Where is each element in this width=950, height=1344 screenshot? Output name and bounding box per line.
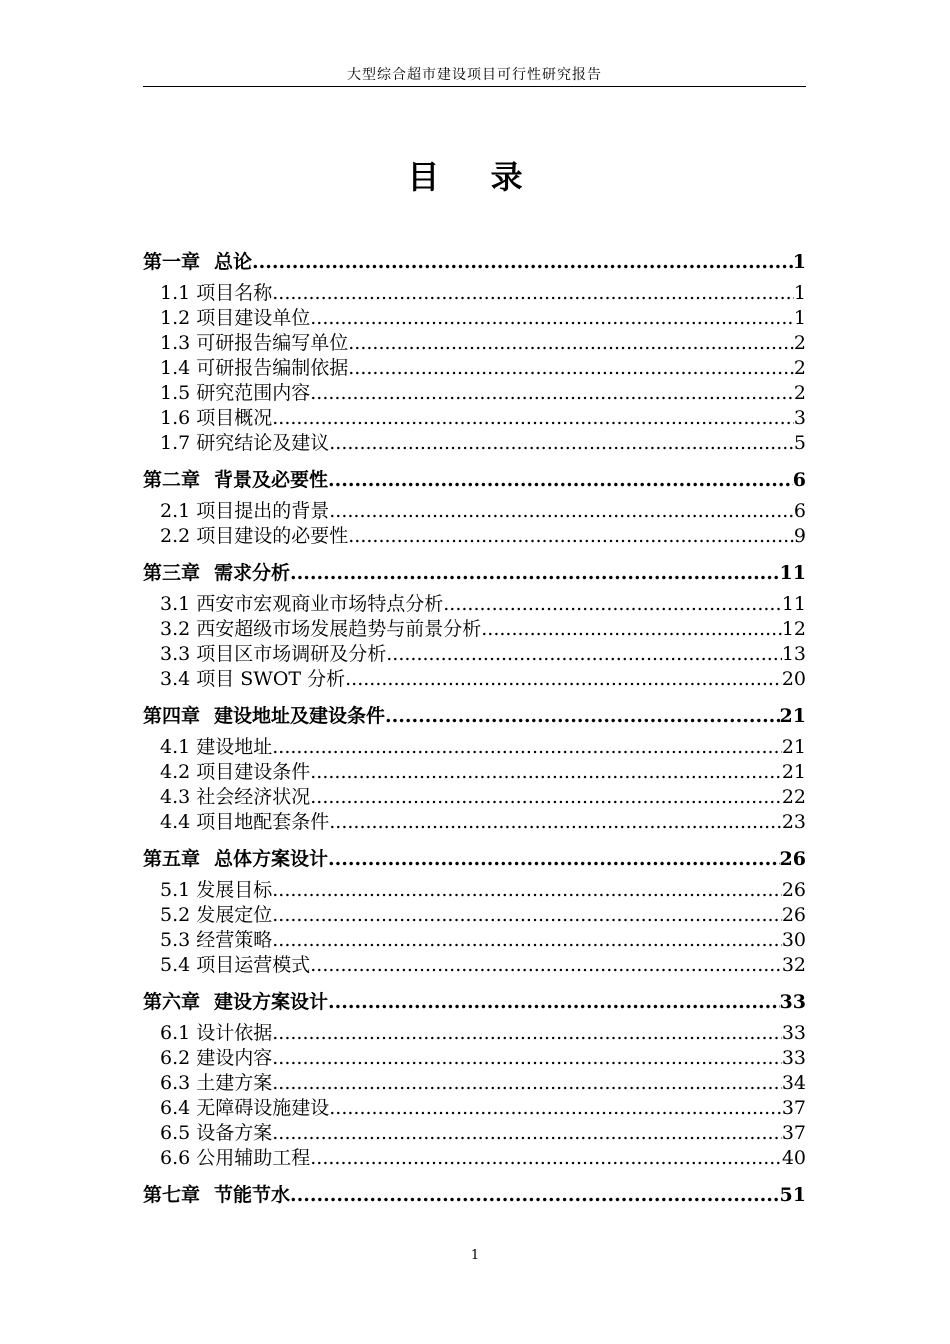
toc-section-page: 1: [793, 307, 806, 329]
toc-section-page: 40: [781, 1147, 806, 1169]
toc-chapter-entry[interactable]: [143, 987, 806, 1017]
toc-section-entry[interactable]: [143, 592, 806, 617]
toc-section-entry[interactable]: [143, 406, 806, 431]
toc-leader-dots: [272, 1121, 782, 1146]
toc-section-page: 22: [781, 786, 806, 808]
toc-leader-dots: [386, 642, 782, 667]
toc-section-page: 9: [793, 525, 806, 547]
toc-leader-dots: [272, 1046, 782, 1071]
toc-leader-dots: [328, 844, 780, 874]
toc-section-label: 1.2 项目建设单位: [160, 307, 311, 329]
toc-section-label: 6.6 公用辅助工程: [160, 1147, 311, 1169]
toc-chapter-number: 第七章: [143, 1184, 201, 1206]
toc-leader-dots: [310, 760, 782, 785]
toc-chapter-entry[interactable]: [143, 558, 806, 588]
toc-section-label: 3.2 西安超级市场发展趋势与前景分析: [160, 618, 482, 640]
toc-section-label: 2.2 项目建设的必要性: [160, 525, 349, 547]
toc-section-entry[interactable]: [143, 878, 806, 903]
toc-section-group: [143, 878, 806, 978]
toc-chapter-number: 第四章: [143, 705, 201, 727]
page-number: 1: [470, 1248, 480, 1263]
toc-section-page: 20: [781, 668, 806, 690]
running-header: 大型综合超市建设项目可行性研究报告: [347, 67, 602, 83]
toc-section-group: [143, 281, 806, 456]
toc-chapter-label: [143, 701, 385, 731]
toc-chapter-title: 背景及必要性: [214, 469, 329, 491]
toc-section-label: 3.1 西安市宏观商业市场特点分析: [160, 593, 444, 615]
toc-chapter-label: [143, 1180, 290, 1210]
toc-section-label: 1.7 研究结论及建议: [160, 432, 330, 454]
toc-section-page: 34: [781, 1072, 806, 1094]
toc-section-page: 23: [781, 811, 806, 833]
toc-chapter-page: 11: [779, 562, 806, 584]
toc-leader-dots: [481, 617, 782, 642]
toc-chapter-title: 建设地址及建设条件: [214, 705, 386, 727]
toc-chapter-entry[interactable]: [143, 1180, 806, 1210]
toc-section-page: 11: [781, 593, 806, 615]
toc-chapter-entry[interactable]: [143, 247, 806, 277]
toc-section-page: 13: [781, 643, 806, 665]
toc-section-label: 6.1 设计依据: [160, 1022, 273, 1044]
toc-leader-dots: [348, 524, 794, 549]
toc-section-group: [143, 1021, 806, 1171]
toc-section-label: 5.3 经营策略: [160, 929, 273, 951]
toc-chapter-number: 第五章: [143, 848, 201, 870]
toc-leader-dots: [272, 281, 794, 306]
toc-section-entry[interactable]: [143, 760, 806, 785]
toc-section-label: 5.2 发展定位: [160, 904, 273, 926]
toc-chapter-page: 26: [779, 848, 806, 870]
toc-section-label: 6.2 建设内容: [160, 1047, 273, 1069]
toc-section-entry[interactable]: [143, 431, 806, 456]
toc-chapter-number: 第六章: [143, 991, 201, 1013]
toc-section-label: 3.3 项目区市场调研及分析: [160, 643, 387, 665]
toc-chapter-page: 1: [792, 251, 806, 273]
toc-chapter-entry[interactable]: [143, 465, 806, 495]
toc-leader-dots: [272, 878, 782, 903]
toc-section-entry[interactable]: [143, 642, 806, 667]
toc-section-label: 1.6 项目概况: [160, 407, 273, 429]
toc-section-label: 4.3 社会经济状况: [160, 786, 311, 808]
toc-leader-dots: [272, 928, 782, 953]
toc-section-page: 26: [781, 904, 806, 926]
toc-section-entry[interactable]: [143, 1021, 806, 1046]
toc-section-entry[interactable]: [143, 1046, 806, 1071]
toc-section-label: 4.1 建设地址: [160, 736, 273, 758]
toc-section-label: 4.2 项目建设条件: [160, 761, 311, 783]
toc-section-page: 2: [793, 332, 806, 354]
toc-leader-dots: [329, 1096, 782, 1121]
toc-section-group: [143, 735, 806, 835]
toc-section-page: 33: [781, 1022, 806, 1044]
toc-section-page: 33: [781, 1047, 806, 1069]
toc-section-page: 30: [781, 929, 806, 951]
toc-section-page: 2: [793, 357, 806, 379]
toc-section-label: 6.4 无障碍设施建设: [160, 1097, 330, 1119]
toc-section-entry[interactable]: [143, 356, 806, 381]
toc-section-entry[interactable]: [143, 903, 806, 928]
toc-leader-dots: [310, 785, 782, 810]
toc-chapter-title: 总论: [214, 251, 253, 273]
toc-section-label: 3.4 项目 SWOT 分析: [160, 668, 346, 690]
toc-section-entry[interactable]: [143, 1146, 806, 1171]
toc-section-entry[interactable]: [143, 281, 806, 306]
toc-section-label: 2.1 项目提出的背景: [160, 500, 330, 522]
toc-section-label: 5.4 项目运营模式: [160, 954, 311, 976]
toc-leader-dots: [348, 356, 794, 381]
toc-section-entry[interactable]: [143, 617, 806, 642]
toc-leader-dots: [329, 431, 794, 456]
toc-leader-dots: [345, 667, 782, 692]
toc-leader-dots: [272, 735, 782, 760]
toc-section-page: 6: [793, 500, 806, 522]
toc-section-page: 3: [793, 407, 806, 429]
toc-chapter-title: 总体方案设计: [214, 848, 329, 870]
toc-section-page: 37: [781, 1097, 806, 1119]
toc-chapter-title: 节能节水: [214, 1184, 291, 1206]
toc-chapter-title: 建设方案设计: [214, 991, 329, 1013]
toc-section-entry[interactable]: [143, 1121, 806, 1146]
toc-section-entry[interactable]: [143, 810, 806, 835]
toc-section-page: 32: [781, 954, 806, 976]
page-title: 目 录: [407, 158, 543, 196]
toc-section-page: 1: [793, 282, 806, 304]
toc-leader-dots: [290, 558, 780, 588]
toc-section-group: [143, 592, 806, 692]
toc-chapter-page: 51: [779, 1184, 806, 1206]
toc-leader-dots: [272, 1071, 782, 1096]
toc-section-entry[interactable]: [143, 524, 806, 549]
toc-chapter-page: 6: [792, 469, 806, 491]
toc-chapter-label: [143, 558, 290, 588]
toc-leader-dots: [272, 1021, 782, 1046]
toc-leader-dots: [329, 810, 782, 835]
toc-section-entry[interactable]: [143, 1071, 806, 1096]
toc-section-label: 1.1 项目名称: [160, 282, 273, 304]
toc-leader-dots: [443, 592, 782, 617]
toc-section-page: 21: [781, 736, 806, 758]
toc-section-page: 21: [781, 761, 806, 783]
toc-leader-dots: [310, 381, 794, 406]
toc-leader-dots: [310, 1146, 782, 1171]
toc-leader-dots: [252, 247, 793, 277]
toc-section-entry[interactable]: [143, 928, 806, 953]
toc-leader-dots: [385, 701, 780, 731]
toc-section-page: 37: [781, 1122, 806, 1144]
toc-section-label: 1.5 研究范围内容: [160, 382, 311, 404]
toc-section-page: 2: [793, 382, 806, 404]
toc-chapter-page: 33: [779, 991, 806, 1013]
toc-section-group: [143, 499, 806, 549]
toc-chapter-label: [143, 987, 328, 1017]
toc-section-label: 5.1 发展目标: [160, 879, 273, 901]
toc-chapter-label: [143, 465, 328, 495]
toc-chapter-label: [143, 844, 328, 874]
toc-chapter-entry[interactable]: [143, 701, 806, 731]
toc-section-entry[interactable]: [143, 331, 806, 356]
toc-leader-dots: [310, 953, 782, 978]
toc-leader-dots: [272, 406, 794, 431]
toc-section-label: 4.4 项目地配套条件: [160, 811, 330, 833]
toc-section-page: 5: [793, 432, 806, 454]
header-rule: [143, 86, 806, 87]
toc-chapter-number: 第三章: [143, 562, 201, 584]
toc-section-entry[interactable]: [143, 735, 806, 760]
toc-chapter-number: 第二章: [143, 469, 201, 491]
toc-section-label: 6.5 设备方案: [160, 1122, 273, 1144]
toc-chapter-page: 21: [779, 705, 806, 727]
toc-chapter-title: 需求分析: [214, 562, 291, 584]
toc-leader-dots: [329, 499, 794, 524]
toc-section-page: 26: [781, 879, 806, 901]
toc-leader-dots: [272, 903, 782, 928]
toc-leader-dots: [290, 1180, 780, 1210]
toc-section-page: 12: [781, 618, 806, 640]
toc-section-entry[interactable]: [143, 306, 806, 331]
toc-chapter-entry[interactable]: [143, 844, 806, 874]
toc-section-label: 6.3 土建方案: [160, 1072, 273, 1094]
toc-section-label: 1.3 可研报告编写单位: [160, 332, 349, 354]
toc-chapter-number: 第一章: [143, 251, 201, 273]
toc-section-entry[interactable]: [143, 1096, 806, 1121]
toc-section-entry[interactable]: [143, 381, 806, 406]
table-of-contents: [143, 247, 806, 1214]
toc-chapter-label: [143, 247, 252, 277]
toc-leader-dots: [348, 331, 794, 356]
toc-leader-dots: [310, 306, 794, 331]
toc-leader-dots: [328, 465, 793, 495]
toc-section-entry[interactable]: [143, 785, 806, 810]
toc-leader-dots: [328, 987, 780, 1017]
toc-section-entry[interactable]: [143, 499, 806, 524]
toc-section-label: 1.4 可研报告编制依据: [160, 357, 349, 379]
toc-section-entry[interactable]: [143, 667, 806, 692]
toc-section-entry[interactable]: [143, 953, 806, 978]
